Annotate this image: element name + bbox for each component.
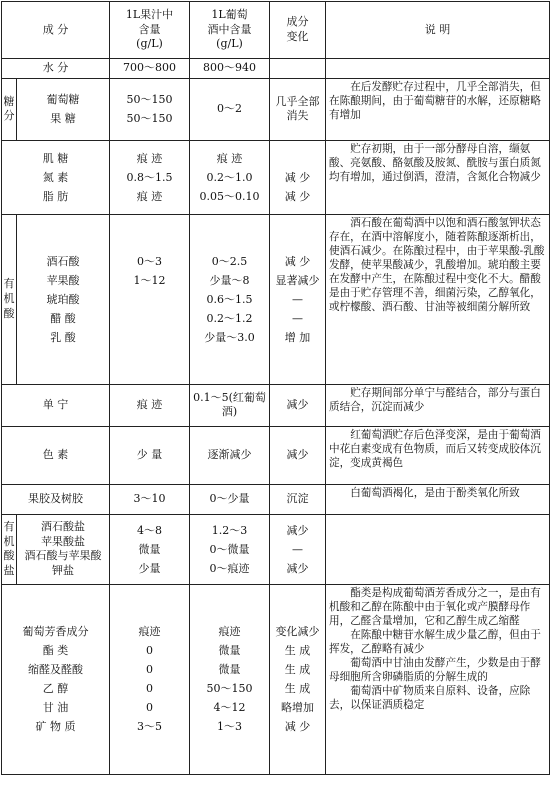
header-component: 成 分 <box>2 2 110 59</box>
header-row <box>2 2 550 59</box>
header-juice: 1L果汁中 含量 (g/L) <box>110 2 190 59</box>
pectin-note: 白葡萄酒褐化，是由于酚类氧化所致 <box>326 484 550 514</box>
acid-category: 有机酸 <box>2 214 17 384</box>
pigment-note: 红葡萄酒贮存后色泽变深，是由于葡萄酒中花白素变成有色物质，而后又转变成胶体沉淀，变成黄褐色 <box>326 426 550 484</box>
pigment-row: 色 素 少 量 逐渐减少 减少 红葡萄酒贮存后色泽变深，是由于葡萄酒中花白素变成有色物质，而后又转变成胶体沉淀，变成黄褐色 <box>2 426 550 484</box>
acid-row: 有机酸 酒石酸 苹果酸 琥珀酸 醋 酸 乳 酸 0～3 1～12 0～2.5 少量～8 0.6～1.5 0.2～1.2 少量～3.0 减 少 显著减少 — — 增 加 酒石酸在葡萄酒中以饱和酒石酸氢钾状态存在，在酒中溶解度小，随着陈酿逐渐析出，使酒石减少。在陈酿过程中，由于苹果酸-乳酸发酵，使苹果酸减少，乳酸增加。琥珀酸主要在发酵中产生，在陈酿过程中变化不大。醋酸是由于贮存管理不善，细菌污染，乙醇氧化，或柠檬酸、酒石酸、甘油等被细菌分解所致 <box>2 214 550 384</box>
water-row <box>2 59 550 79</box>
water-juice: 700～800 <box>110 59 190 79</box>
nitrogen-note: 贮存初期，由于一部分酵母自溶，缬氨酸、亮氨酸、酪氨酸及胺氮、酰胺与蛋白质氮均有增加，通过倒酒，澄清，含氮化合物减少 <box>326 140 550 214</box>
tannin-note: 贮存期间部分单宁与醛结合，部分与蛋白质结合，沉淀而减少 <box>326 384 550 426</box>
salt-row: 有机酸盐 酒石酸盐 苹果酸盐 酒石酸与苹果酸钾盐 4～8 微量 少量 1.2～3 0～微量 0～痕迹 减少 — 减少 <box>2 514 550 584</box>
water-name: 水 分 <box>2 59 110 79</box>
water-wine: 800～940 <box>190 59 270 79</box>
sugar-row: 糖分 葡萄糖 果 糖 50～150 50～150 0～2 几乎全部消失 在后发酵贮存过程中，几乎全部消失，但在陈酿期间，由于葡萄糖苷的水解，还原糖略有增加 <box>2 78 550 140</box>
wine-composition-table <box>1 1 550 775</box>
nitrogen-row: 肌 糖 氮 素 脂 肪 痕 迹 0.8～1.5 痕 迹 痕 迹 0.2～1.0 0.05～0.10 减 少 减 少 贮存初期，由于一部分酵母自溶，缬氨酸、亮氨酸、酪氨酸及胺氮、酰胺与蛋白质氮均有增加，通过倒酒，澄清，含氮化合物减少 <box>2 140 550 214</box>
acid-note: 酒石酸在葡萄酒中以饱和酒石酸氢钾状态存在，在酒中溶解度小，随着陈酿逐渐析出，使酒石减少。在陈酿过程中，由于苹果酸-乳酸发酵，使苹果酸减少，乳酸增加。琥珀酸主要在发酵中产生，在陈酿过程中变化不大。醋酸是由于贮存管理不善，细菌污染，乙醇氧化，或柠檬酸、酒石酸、甘油等被细菌分解所致 <box>326 214 550 384</box>
sugar-note: 在后发酵贮存过程中，几乎全部消失，但在陈酿期间，由于葡萄糖苷的水解，还原糖略有增加 <box>326 78 550 140</box>
aroma-row: 葡萄芳香成分 酯 类 缩醛及醛酸 乙 醇 甘 油 矿 物 质 痕迹 0 0 0 0 3～5 痕迹 微量 微量 50～150 4～12 1～3 变化减少 生 成 生 成 生 成 略增加 减 少 酯类是构成葡萄酒芳香成分之一，是由有机酸和乙醇在陈酿中由于氧化或产膜酵母作用，乙醛含量增加，它和乙醇生成乙缩醛 在陈酿中糖苷水解生成少量乙醇，但由于挥发，乙醇略有减少 葡萄酒中甘油由发酵产生，少数是由于酵母细胞所含卵磷脂质的分解生成的 葡萄酒中矿物质来自原料、设备，应除去，以保证酒质稳定 <box>2 584 550 774</box>
pectin-row: 果胶及树胶 3～10 0～少量 沉淀 白葡萄酒褐化，是由于酚类氧化所致 <box>2 484 550 514</box>
header-change: 成分 变化 <box>270 2 326 59</box>
tannin-row: 单 宁 痕 迹 0.1～5(红葡萄酒) 减少 贮存期间部分单宁与醛结合，部分与蛋白质结合，沉淀而减少 <box>2 384 550 426</box>
header-note: 说 明 <box>326 2 550 59</box>
sugar-category: 糖分 <box>2 78 17 140</box>
salt-category: 有机酸盐 <box>2 514 17 584</box>
header-wine: 1L葡萄 酒中含量 (g/L) <box>190 2 270 59</box>
aroma-note: 酯类是构成葡萄酒芳香成分之一，是由有机酸和乙醇在陈酿中由于氧化或产膜酵母作用，乙醛含量增加，它和乙醇生成乙缩醛 在陈酿中糖苷水解生成少量乙醇，但由于挥发，乙醇略有减少 葡萄酒中甘油由发酵产生，少数是由于酵母细胞所含卵磷脂质的分解生成的 葡萄酒中矿物质来自原料、设备，应除去，以保证酒质稳定 <box>326 584 550 774</box>
